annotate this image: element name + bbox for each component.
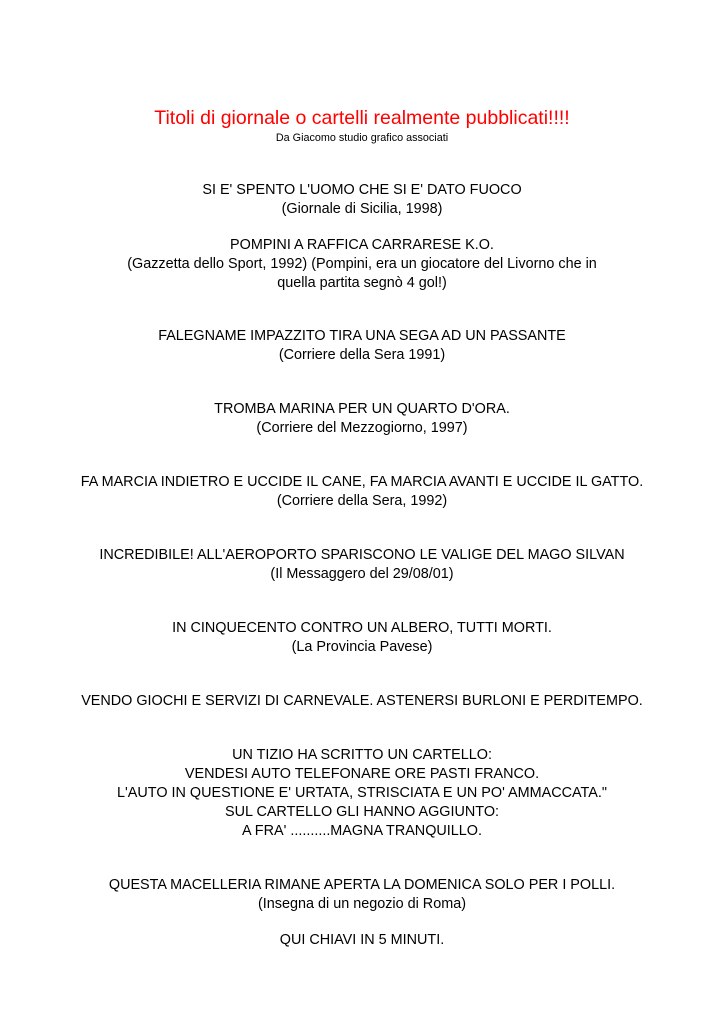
source: (Insegna di un negozio di Roma) [258, 896, 466, 912]
source: (Giornale di Sicilia, 1998) [281, 201, 443, 217]
source: quella partita segnò 4 gol!) [277, 275, 447, 291]
page-title: Titoli di giornale o cartelli realmente pubblicati!!!! [154, 107, 570, 129]
headline: VENDO GIOCHI E SERVIZI DI CARNEVALE. ASTENERSI BURLONI E PERDITEMPO. [81, 693, 643, 709]
source: (La Provincia Pavese) [291, 639, 433, 655]
cartello-line: A FRA' ..........MAGNA TRANQUILLO. [242, 823, 482, 839]
source: (Corriere della Sera 1991) [278, 347, 446, 363]
cartello-line: SUL CARTELLO GLI HANNO AGGIUNTO: [224, 804, 500, 820]
source: (Corriere della Sera, 1992) [276, 493, 448, 509]
headline: INCREDIBILE! ALL'AEROPORTO SPARISCONO LE VALIGE DEL MAGO SILVAN [99, 547, 625, 563]
headline: QUESTA MACELLERIA RIMANE APERTA LA DOMENICA SOLO PER I POLLI. [108, 877, 616, 893]
page-subtitle: Da Giacomo studio grafico associati [275, 132, 449, 144]
headline: SI E' SPENTO L'UOMO CHE SI E' DATO FUOCO [202, 182, 522, 198]
headline: TROMBA MARINA PER UN QUARTO D'ORA. [214, 401, 510, 417]
headline: QUI CHIAVI IN 5 MINUTI. [279, 932, 445, 948]
cartello-line: UN TIZIO HA SCRITTO UN CARTELLO: [232, 747, 492, 763]
source: (Gazzetta dello Sport, 1992) (Pompini, era un giocatore del Livorno che in [127, 256, 597, 272]
source: (Corriere del Mezzogiorno, 1997) [256, 420, 468, 436]
cartello-line: L'AUTO IN QUESTIONE E' URTATA, STRISCIATA E UN PO' AMMACCATA." [117, 785, 607, 801]
headline: POMPINI A RAFFICA CARRARESE K.O. [230, 237, 494, 253]
headline: FALEGNAME IMPAZZITO TIRA UNA SEGA AD UN PASSANTE [158, 328, 566, 344]
cartello-line: VENDESI AUTO TELEFONARE ORE PASTI FRANCO. [184, 766, 540, 782]
source: (Il Messaggero del 29/08/01) [270, 566, 454, 582]
headline: IN CINQUECENTO CONTRO UN ALBERO, TUTTI MORTI. [172, 620, 552, 636]
headline: FA MARCIA INDIETRO E UCCIDE IL CANE, FA MARCIA AVANTI E UCCIDE IL GATTO. [80, 474, 644, 490]
